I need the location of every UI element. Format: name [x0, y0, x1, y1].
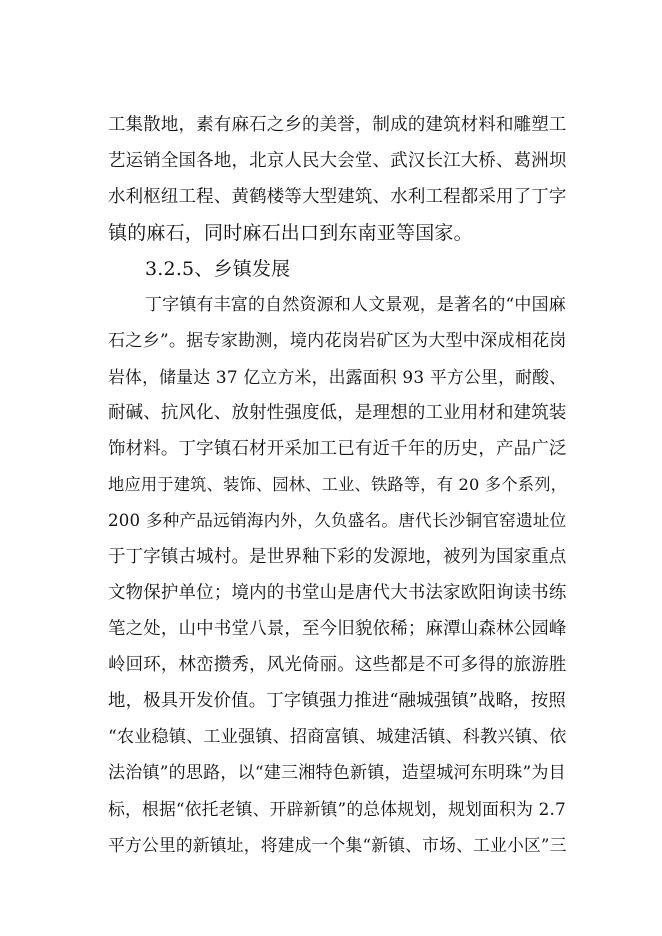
text-line: 标，根据“依托老镇、开辟新镇”的总体规划，规划面积为 2.7	[108, 799, 566, 819]
text-line: 岭回环，林峦攒秀，风光倚丽。这些都是不可多得的旅游胜	[108, 655, 567, 675]
text-line: 地应用于建筑、装饰、园林、工业、铁路等，有 20 多个系列，	[108, 475, 568, 494]
text-line: 平方公里的新镇址，将建成一个集“新镇、市场、工业小区”三	[108, 835, 567, 855]
text-line: 200 多种产品远销海内外，久负盛名。唐代长沙铜官窑遗址位	[108, 511, 567, 530]
text-line: 岩体，储量达 37 亿立方米，出露面积 93 平方公里，耐酸、	[108, 367, 567, 387]
text-line: 工集散地，素有麻石之乡的美誉，制成的建筑材料和雕塑工	[108, 115, 567, 135]
text-line: 于丁字镇古城村。是世界釉下彩的发源地，被列为国家重点	[108, 547, 567, 567]
text-line: 文物保护单位；境内的书堂山是唐代大书法家欧阳询读书练	[108, 583, 567, 603]
text-line: 艺运销全国各地，北京人民大会堂、武汉长江大桥、葛洲坝	[108, 151, 567, 171]
text-line: 石之乡”。据专家勘测，境内花岗岩矿区为大型中深成相花岗	[108, 331, 567, 351]
section-heading: 3.2.5、乡镇发展	[145, 258, 291, 280]
text-line: 地，极具开发价值。丁字镇强力推进“融城强镇”战略，按照	[108, 691, 566, 711]
text-line: 饰材料。丁字镇石材开采加工已有近千年的历史，产品广泛	[108, 439, 567, 459]
text-line: 法治镇”的思路，以“建三湘特色新镇，造望城河东明珠”为目	[108, 763, 566, 783]
text-line: 水利枢纽工程、黄鹤楼等大型建筑、水利工程都采用了丁字	[108, 187, 567, 207]
paragraph-first-line: 丁字镇有丰富的自然资源和人文景观，是著名的“中国麻	[145, 295, 566, 315]
text-line: 笔之处，山中书堂八景，至今旧貌依稀；麻潭山森林公园峰	[108, 619, 567, 639]
text-line: 耐碱、抗风化、放射性强度低，是理想的工业用材和建筑装	[108, 403, 567, 423]
text-line: 镇的麻石，同时麻石出口到东南亚等国家。	[108, 222, 473, 244]
text-line: “农业稳镇、工业强镇、招商富镇、城建活镇、科教兴镇、依	[108, 727, 567, 747]
